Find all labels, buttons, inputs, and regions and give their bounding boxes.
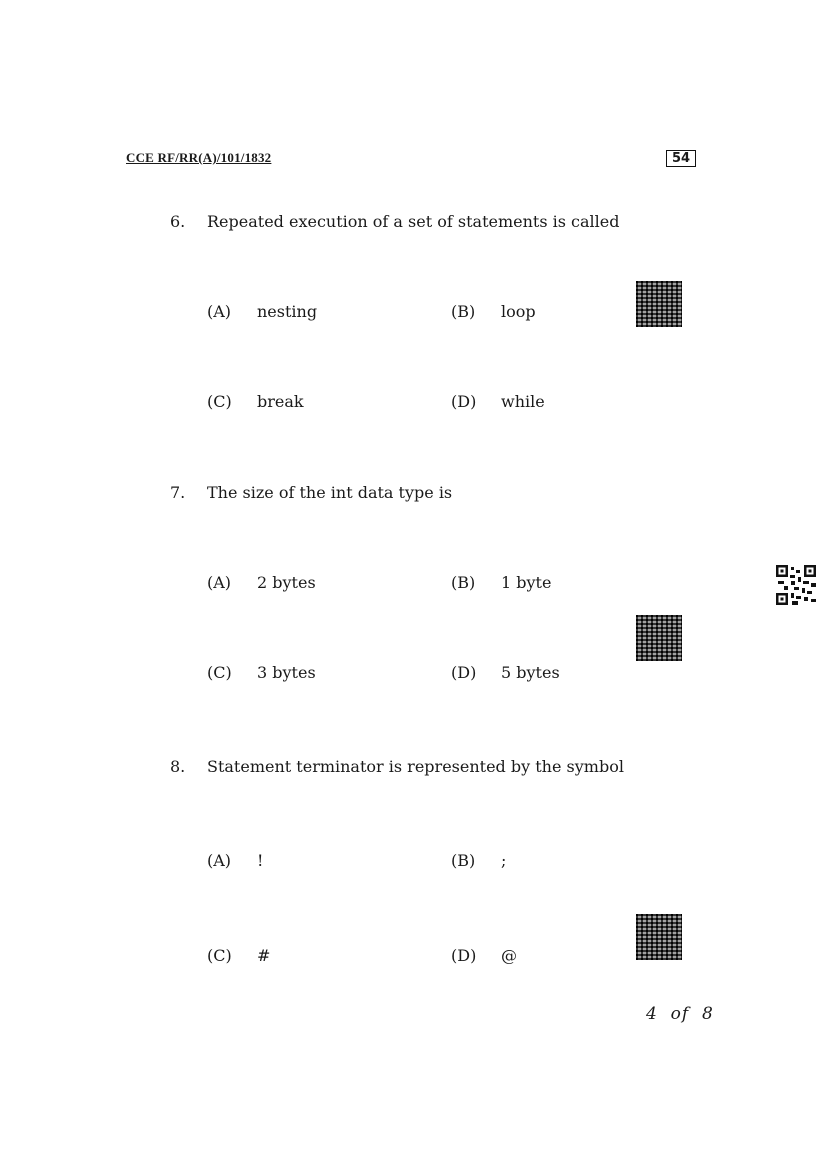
question-number: 8. <box>170 757 186 776</box>
question-number: 7. <box>170 483 186 502</box>
qr-code-icon <box>636 914 682 960</box>
option-letter: (B) <box>451 573 476 592</box>
option-text: 1 byte <box>501 573 552 592</box>
option-letter: (C) <box>207 946 232 965</box>
option-text: break <box>257 392 304 411</box>
option-text: nesting <box>257 302 318 321</box>
option-text: ! <box>257 851 264 870</box>
qr-code-icon <box>636 281 682 327</box>
option-text: loop <box>501 302 536 321</box>
option-letter: (A) <box>207 573 232 592</box>
option-letter: (B) <box>451 851 476 870</box>
option-letter: (A) <box>207 851 232 870</box>
page-indicator: 4 of 8 <box>646 1004 714 1024</box>
question-text: Statement terminator is represented by the symbol <box>207 757 624 776</box>
exam-code: CCE RF/RR(A)/101/1832 <box>126 150 272 165</box>
option-letter: (D) <box>451 392 477 411</box>
qr-code-icon <box>776 565 816 605</box>
option-letter: (D) <box>451 946 477 965</box>
option-text: while <box>501 392 545 411</box>
question-text: The size of the int data type is <box>207 483 453 502</box>
option-text: 2 bytes <box>257 573 316 592</box>
option-text: 3 bytes <box>257 663 316 682</box>
question-number: 6. <box>170 212 186 231</box>
option-letter: (A) <box>207 302 232 321</box>
page-number-box: 54 <box>666 150 696 167</box>
option-text: 5 bytes <box>501 663 560 682</box>
option-letter: (B) <box>451 302 476 321</box>
option-text: ; <box>501 851 507 870</box>
question-text: Repeated execution of a set of statements is called <box>207 212 620 231</box>
option-letter: (C) <box>207 663 232 682</box>
option-letter: (C) <box>207 392 232 411</box>
option-letter: (D) <box>451 663 477 682</box>
option-text: @ <box>501 946 517 965</box>
option-text: # <box>257 946 271 965</box>
qr-code-icon <box>636 615 682 661</box>
